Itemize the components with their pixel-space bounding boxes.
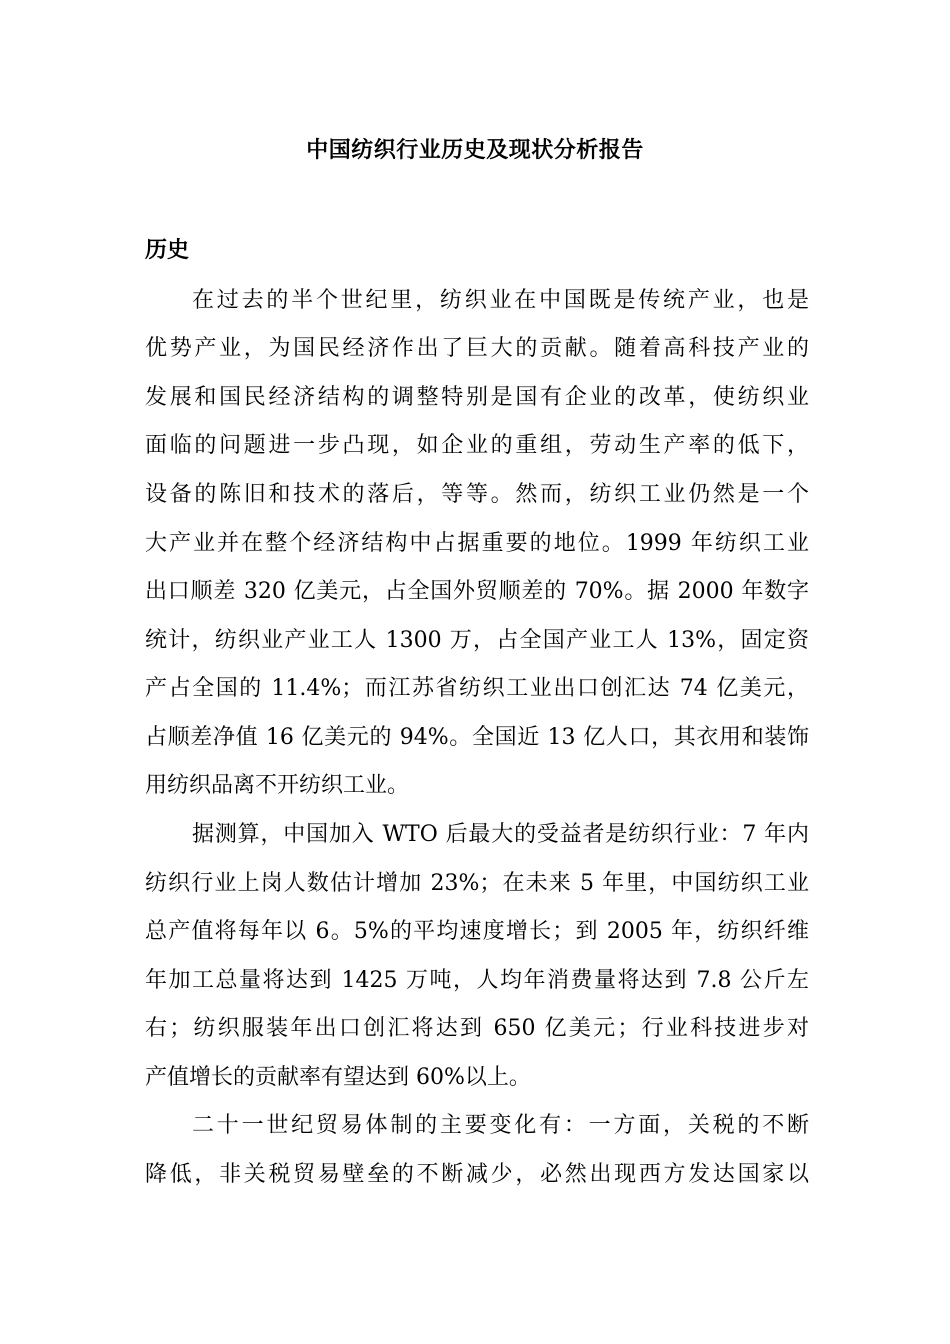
paragraph-line: 统计，纺织业产业工人 1300 万，占全国产业工人 13%，固定资 — [145, 628, 809, 653]
paragraph-line: 面临的问题进一步凸现，如企业的重组，劳动生产率的低下， — [145, 433, 809, 458]
paragraph-line: 发展和国民经济结构的调整特别是国有企业的改革，使纺织业 — [145, 385, 809, 410]
document-title: 中国纺织行业历史及现状分析报告 — [306, 138, 644, 163]
paragraph-line: 优势产业，为国民经济作出了巨大的贡献。随着高科技产业的 — [145, 336, 809, 361]
paragraph-line: 年加工总量将达到 1425 万吨，人均年消费量将达到 7.8 公斤左 — [145, 968, 809, 993]
paragraph-line: 产占全国的 11.4%；而江苏省纺织工业出口创汇达 74 亿美元， — [145, 676, 809, 701]
paragraph-line: 在过去的半个世纪里，纺织业在中国既是传统产业，也是 — [192, 288, 809, 313]
paragraph-line: 设备的陈旧和技术的落后，等等。然而，纺织工业仍然是一个 — [145, 482, 809, 507]
paragraph-line: 右；纺织服装年出口创汇将达到 650 亿美元；行业科技进步对 — [145, 1016, 809, 1041]
paragraph-line: 产值增长的贡献率有望达到 60%以上。 — [145, 1065, 531, 1090]
paragraph-line: 据测算，中国加入 WTO 后最大的受益者是纺织行业：7 年内 — [192, 822, 809, 847]
section-heading: 历史 — [145, 238, 190, 263]
paragraph-line: 出口顺差 320 亿美元，占全国外贸顺差的 70%。据 2000 年数字 — [145, 579, 809, 604]
paragraph-line: 用纺织品离不开纺织工业。 — [145, 773, 410, 798]
paragraph-line: 纺织行业上岗人数估计增加 23%；在未来 5 年里，中国纺织工业 — [145, 871, 809, 896]
paragraph-line: 二十一世纪贸易体制的主要变化有：一方面，关税的不断 — [192, 1113, 809, 1138]
paragraph-line: 降低，非关税贸易壁垒的不断减少，必然出现西方发达国家以 — [145, 1162, 809, 1187]
paragraph-line: 大产业并在整个经济结构中占据重要的地位。1999 年纺织工业 — [145, 531, 809, 556]
paragraph-line: 总产值将每年以 6。5%的平均速度增长；到 2005 年，纺织纤维 — [145, 919, 809, 944]
paragraph-line: 占顺差净值 16 亿美元的 94%。全国近 13 亿人口，其衣用和装饰 — [145, 725, 809, 750]
